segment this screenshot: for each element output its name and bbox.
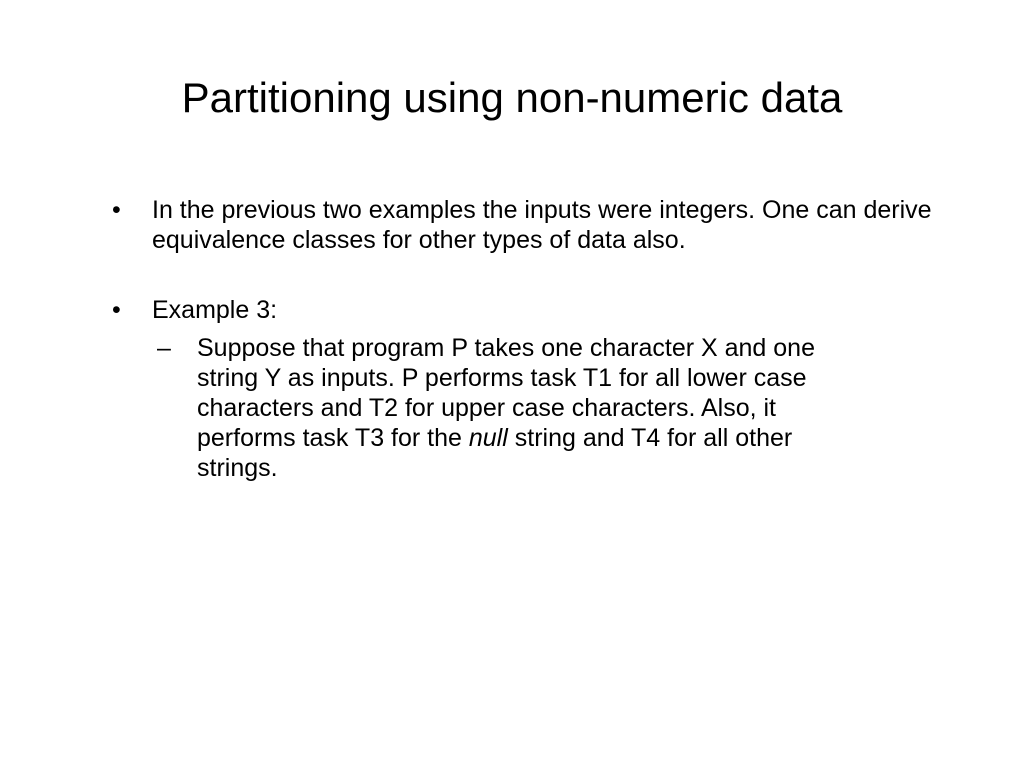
- bullet-text: In the previous two examples the inputs were integers. One can derive equivalence classes for other types of data also.: [152, 196, 932, 254]
- sub-bullet-marker: –: [157, 334, 171, 362]
- emphasis-null: null: [468, 424, 508, 452]
- sub-bullet-line: Suppose that program P takes one character X and one: [197, 334, 815, 362]
- sub-bullet-line-start: performs task T3 for the: [197, 424, 469, 452]
- bullet-marker: •: [112, 196, 121, 224]
- sub-bullet-line: [197, 423, 972, 453]
- bullet-item: [112, 295, 972, 325]
- sub-bullet-line: characters and T2 for upper case characters. Also, it: [197, 394, 776, 422]
- bullet-text: Example 3:: [152, 296, 278, 324]
- sub-bullet-line-end: string and T4 for all other: [507, 424, 793, 452]
- sub-bullet-item: [157, 333, 972, 483]
- sub-bullet-text: [197, 333, 972, 483]
- sub-bullet-line: string Y as inputs. P performs task T1 for all lower case: [197, 364, 807, 392]
- slide-body: [112, 195, 972, 483]
- bullet-item: [112, 195, 972, 255]
- bullet-marker: •: [112, 296, 121, 324]
- sub-bullet-line: strings.: [197, 454, 278, 482]
- slide-title: Partitioning using non-numeric data: [181, 74, 843, 121]
